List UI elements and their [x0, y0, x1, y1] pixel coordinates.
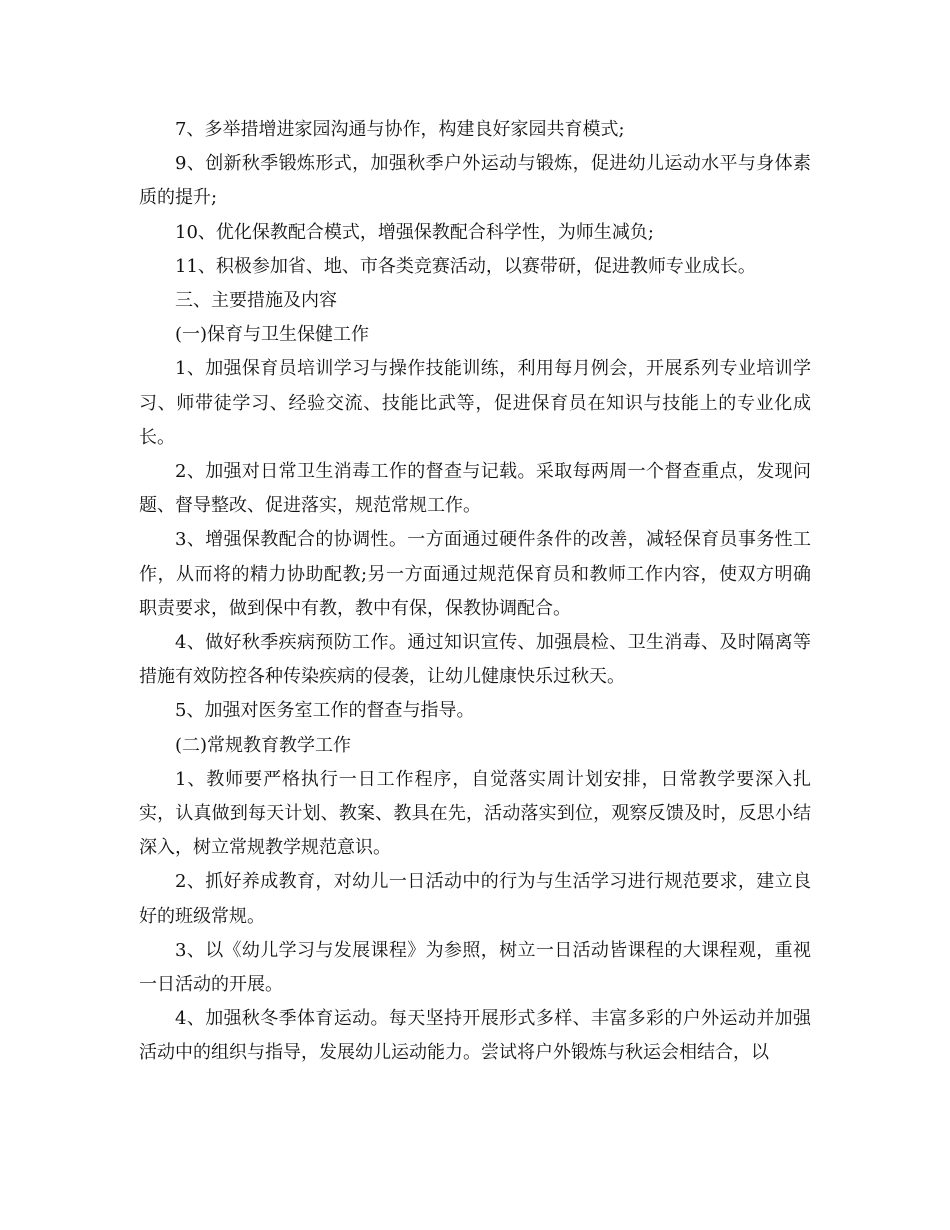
paragraph-teaching-2: 2、抓好养成教育，对幼儿一日活动中的行为与生活学习进行规范要求，建立良好的班级常规。 [139, 871, 811, 927]
paragraph-care-5: 5、加强对医务室工作的督查与指导。 [175, 700, 475, 722]
paragraph-item-10: 10、优化保教配合模式，增强保教配合科学性，为师生减负; [175, 221, 654, 243]
paragraph-teaching-4: 4、加强秋冬季体育运动。每天坚持开展形式多样、丰富多彩的户外运动并加强活动中的组织与指导，发展幼儿运动能力。尝试将户外锻炼与秋运会相结合，以 [139, 1008, 811, 1064]
subsection-heading-health-care: (一)保育与卫生保健工作 [175, 324, 370, 346]
paragraph-item-7: 7、多举措增进家园沟通与协作，构建良好家园共育模式; [175, 119, 625, 140]
subsection-heading-teaching: (二)常规教育教学工作 [175, 734, 352, 756]
document-page [139, 113, 811, 1071]
paragraph-care-1: 1、加强保育员培训学习与操作技能训练，利用每月例会，开展系列专业培训学习、师带徒学习、经验交流、技能比武等，促进保育员在知识与技能上的专业化成长。 [139, 358, 811, 448]
paragraph-care-2: 2、加强对日常卫生消毒工作的督查与记载。采取每两周一个督查重点，发现问题、督导整改、促进落实，规范常规工作。 [139, 461, 811, 517]
paragraph-item-9: 9、创新秋季锻炼形式，加强秋季户外运动与锻炼，促进幼儿运动水平与身体素质的提升; [139, 153, 811, 209]
section-heading-measures: 三、主要措施及内容 [175, 290, 337, 312]
paragraph-item-11: 11、积极参加省、地、市各类竞赛活动，以赛带研，促进教师专业成长。 [175, 255, 756, 277]
paragraph-teaching-3: 3、以《幼儿学习与发展课程》为参照，树立一日活动皆课程的大课程观，重视一日活动的开展。 [139, 939, 811, 996]
paragraph-care-4: 4、做好秋季疾病预防工作。通过知识宣传、加强晨检、卫生消毒、及时隔离等措施有效防控各种传染疾病的侵袭，让幼儿健康快乐过秋天。 [139, 632, 811, 688]
paragraph-teaching-1: 1、教师要严格执行一日工作程序，自觉落实周计划安排，日常教学要深入扎实，认真做到每天计划、教案、教具在先，活动落实到位，观察反馈及时，反思小结深入，树立常规教学规范意识。 [139, 768, 811, 859]
paragraph-care-3: 3、增强保教配合的协调性。一方面通过硬件条件的改善，减轻保育员事务性工作，从而将的精力协助配教;另一方面通过规范保育员和教师工作内容，使双方明确职责要求，做到保中有教，教中有保，保教协调配合。 [139, 529, 811, 619]
